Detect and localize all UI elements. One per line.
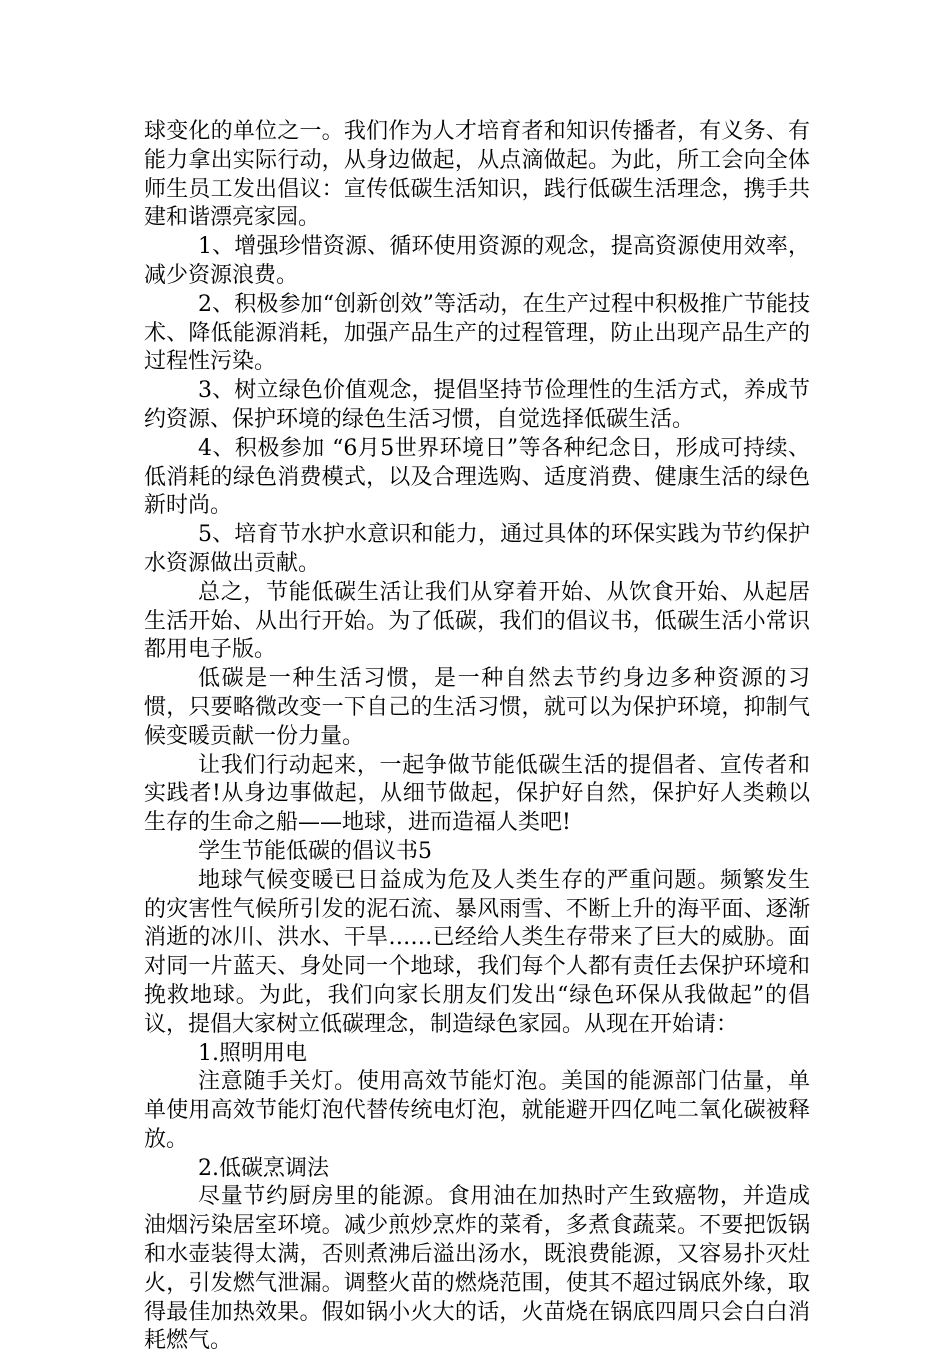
paragraph-4: 3、树立绿色价值观念，提倡坚持节俭理性的生活方式，养成节约资源、保护环境的绿色生活习惯，自觉选择低碳生活。: [144, 378, 810, 432]
paragraph-2: 1、增强珍惜资源、循环使用资源的观念，提高资源使用效率，减少资源浪费。: [144, 234, 810, 288]
paragraph-6: 5、培育节水护水意识和能力，通过具体的环保实践为节约保护水资源做出贡献。: [144, 522, 810, 576]
paragraph-11: 地球气候变暖已日益成为危及人类生存的严重问题。频繁发生的灾害性气候所引发的泥石流、暴风雨雪、不断上升的海平面、逐渐消逝的冰川、洪水、干旱……已经给人类生存带来了巨大的威胁。面对同一片蓝天、身处同一个地球，我们每个人都有责任去保护环境和挽救地球。为此，我们向家长朋友们发出“绿色环保从我做起”的倡议，提倡大家树立低碳理念，制造绿色家园。从现在开始请：: [144, 867, 810, 1037]
paragraph-5: 4、积极参加 “6月5世界环境日”等各种纪念日，形成可持续、低消耗的绿色消费模式，以及合理选购、适度消费、健康生活的绿色新时尚。: [144, 435, 810, 519]
paragraph-7: 总之，节能低碳生活让我们从穿着开始、从饮食开始、从起居生活开始、从出行开始。为了低碳，我们的倡议书，低碳生活小常识都用电子版。: [144, 579, 810, 663]
subheading-lighting: 1.照明用电: [198, 1040, 307, 1066]
section-heading: 学生节能低碳的倡议书5: [198, 838, 432, 864]
paragraph-8: 低碳是一种生活习惯，是一种自然去节约身边多种资源的习惯，只要略微改变一下自己的生活习惯，就可以为保护环境，抑制气候变暖贡献一份力量。: [144, 666, 810, 749]
paragraph-13: 注意随手关灯。使用高效节能灯泡。美国的能源部门估量，单单使用高效节能灯泡代替传统电灯泡，就能避开四亿吨二氧化碳被释放。: [144, 1069, 810, 1152]
subheading-cooking: 2.低碳烹调法: [198, 1155, 329, 1181]
paragraph-15: 尽量节约厨房里的能源。食用油在加热时产生致癌物，并造成油烟污染居室环境。减少煎炒烹炸的菜肴，多煮食蔬菜。不要把饭锅和水壶装得太满，否则煮沸后溢出汤水，既浪费能源，又容易扑灭灶火，引发燃气泄漏。调整火苗的燃烧范围，使其不超过锅底外缘，取得最佳加热效果。假如锅小火大的话，火苗烧在锅底四周只会白白消耗燃气。: [144, 1184, 810, 1354]
paragraph-1: 球变化的单位之一。我们作为人才培育者和知识传播者，有义务、有能力拿出实际行动，从身边做起，从点滴做起。为此，所工会向全体师生员工发出倡议：宣传低碳生活知识，践行低碳生活理念，携手共建和谐漂亮家园。: [144, 119, 810, 231]
paragraph-3: 2、积极参加“创新创效”等活动，在生产过程中积极推广节能技术、降低能源消耗，加强产品生产的过程管理，防止出现产品生产的过程性污染。: [144, 291, 810, 375]
document-page: [144, 118, 810, 1356]
paragraph-9: 让我们行动起来，一起争做节能低碳生活的提倡者、宣传者和实践者!从身边事做起，从细节做起，保护好自然，保护好人类赖以生存的生命之船——地球，进而造福人类吧!: [144, 752, 810, 836]
